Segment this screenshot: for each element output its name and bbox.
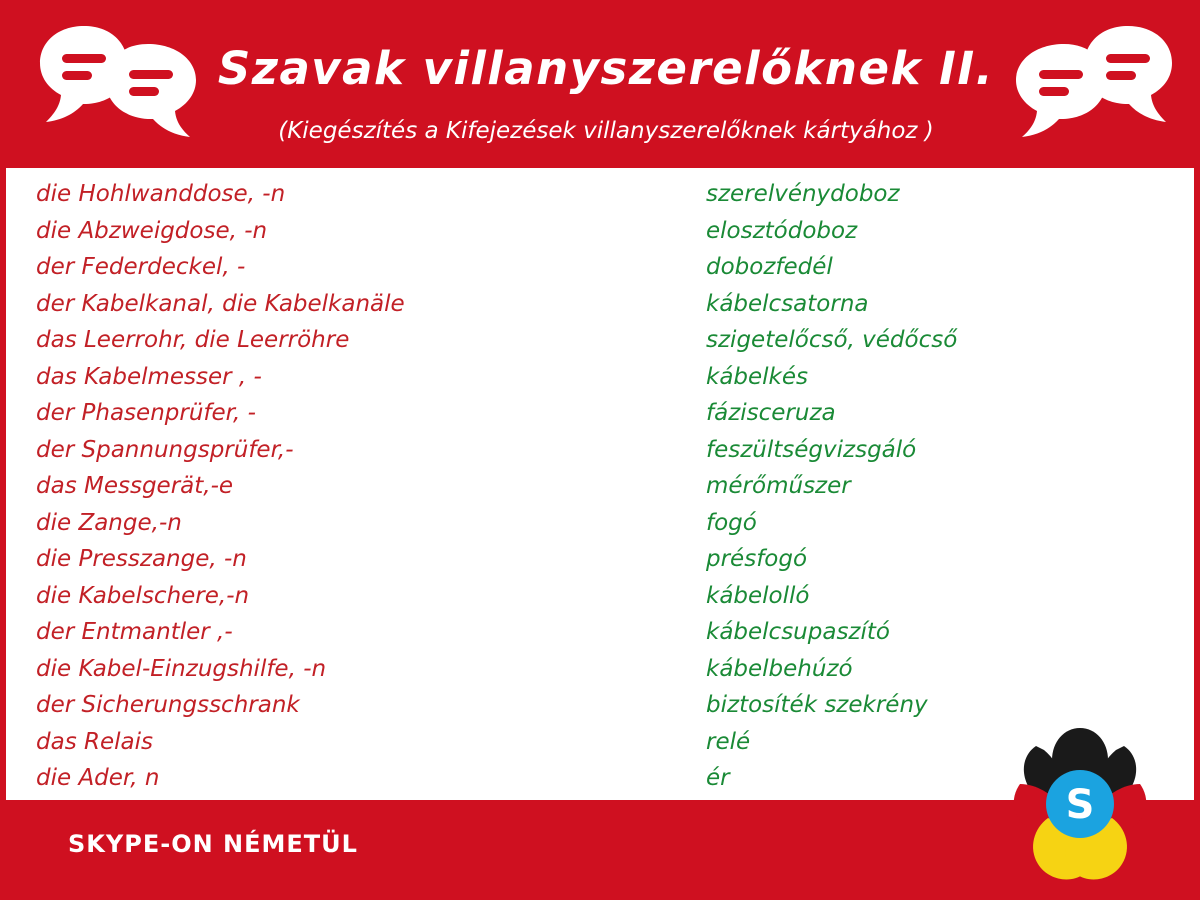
list-item: kábelbehúzó [706,655,853,682]
list-item: mérőműszer [706,473,851,499]
logo-letter: S [1065,782,1095,828]
list-item: die Kabelschere,-n [36,582,250,609]
list-item: der Phasenprüfer, - [36,400,256,426]
list-item: die Hohlwanddose, -n [36,181,286,207]
page-title: Szavak villanyszerelőknek II. [217,42,995,95]
page-subtitle: (Kiegészítés a Kifejezések villanyszerelőknek kártyához ) [278,118,934,144]
list-item: die Presszange, -n [36,546,247,572]
list-item: das Leerrohr, die Leerröhre [36,327,350,353]
hungarian-column [706,176,1176,797]
list-item: der Kabelkanal, die Kabelkanäle [36,290,405,317]
list-item: die Zange,-n [36,509,182,536]
list-item: biztosíték szekrény [706,692,928,718]
tulip-flower-logo [990,712,1170,892]
list-item: présfogó [706,546,808,572]
list-item: der Spannungsprüfer,- [36,436,294,463]
list-item: das Kabelmesser , - [36,363,262,390]
list-item: der Entmantler ,- [36,619,233,645]
list-item: elosztódoboz [706,217,858,244]
list-item: die Kabel-Einzugshilfe, -n [36,655,327,682]
list-item: der Federdeckel, - [36,254,246,280]
list-item: kábelolló [706,582,810,609]
header-banner [6,6,1200,168]
list-item: szigetelőcső, védőcső [706,327,958,353]
list-item: kábelcsupaszító [706,619,890,645]
list-item: der Sicherungsschrank [36,692,300,718]
list-item: szerelvénydoboz [706,181,900,207]
list-item: fázisceruza [706,400,836,426]
list-item: die Abzweigdose, -n [36,217,268,244]
list-item: das Relais [36,728,153,755]
list-item: fogó [706,509,757,536]
list-item: relé [706,728,751,755]
brand-name: SKYPE-ON NÉMETÜL [68,830,358,858]
list-item: kábelkés [706,363,809,390]
list-item: das Messgerät,-e [36,473,234,499]
list-item: die Ader, n [36,765,160,791]
list-item: feszültségvizsgáló [706,436,917,463]
list-item: dobozfedél [706,254,833,280]
german-column [36,176,696,797]
list-item: ér [706,765,730,791]
list-item: kábelcsatorna [706,290,869,317]
